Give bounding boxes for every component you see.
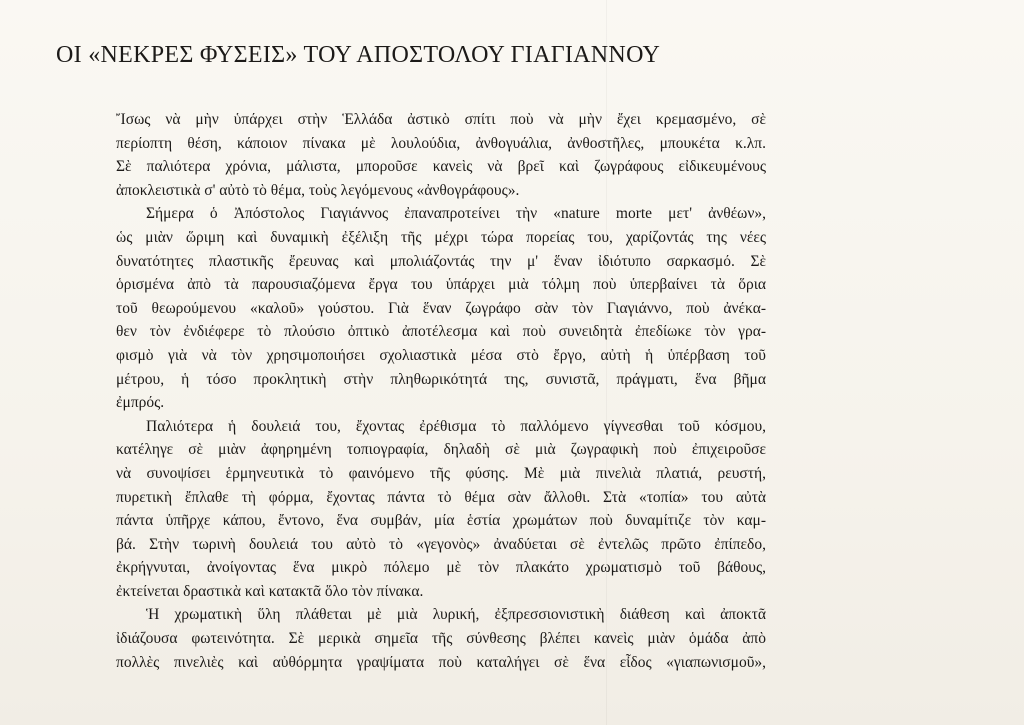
- text-line: Σὲ παλιότερα χρόνια, μάλιστα, μποροῦσε κανεὶς νὰ βρεῖ καὶ ζωγράφους εἰδικευμένους: [116, 158, 766, 176]
- text-line: Σήμερα ὁ Ἀπόστολος Γιαγιάννος ἐπαναπροτείνει τὴν «nature morte μετ' ἀνθέων»,: [146, 205, 766, 223]
- text-line: Παλιότερα ἡ δουλειά του, ἔχοντας ἐρέθισμα τὸ παλλόμενο γίγνεσθαι τοῦ κόσμου,: [146, 417, 766, 435]
- text-line: Ἴσως νὰ μὴν ὑπάρχει στὴν Ἑλλάδα ἀστικὸ σπίτι ποὺ νὰ μὴν ἔχει κρεμασμένο, σὲ: [116, 111, 766, 128]
- document-body: [116, 108, 766, 674]
- text-line: δυνατότητες πλαστικῆς ἔρευνας καὶ μπολιάζοντάς την μ' ἕναν ἰδιότυπο σαρκασμό. Σὲ: [116, 252, 766, 270]
- text-line: Ἡ χρωματικὴ ὕλη πλάθεται μὲ μιὰ λυρική, ἐξπρεσσιονιστικὴ διάθεση καὶ ἀποκτᾶ: [146, 606, 766, 624]
- document-title: ΟΙ «ΝΕΚΡΕΣ ΦΥΣΕΙΣ» ΤΟΥ ΑΠΟΣΤΟΛΟΥ ΓΙΑΓΙΑΝΝΟΥ: [56, 42, 661, 68]
- text-line: ὡς μιὰν ὥριμη καὶ δυναμικὴ ἐξέλιξη τῆς μέχρι τώρα πορείας του, χαρίζοντάς της νέες: [116, 228, 766, 246]
- text-line: πυρετικὴ ἔπλαθε τὴ φόρμα, ἔχοντας πάντα τὸ θέμα σὰν ἄλλοθι. Στὰ «τοπία» του αὐτὰ: [116, 488, 766, 506]
- text-line: πολλὲς πινελιὲς καὶ αὐθόρμητα γραψίματα ποὺ καταλήγει σὲ ἕνα εἶδος «γιαπωνισμοῦ»,: [116, 653, 766, 671]
- text-line: ὁρισμένα ἀπὸ τὰ παρουσιαζόμενα ἔργα του ὑπάρχει μιὰ τόλμη ποὺ ὑπερβαίνει τὰ ὅρια: [116, 276, 766, 294]
- text-line: ἐκρήγνυται, ἀνοίγοντας ἕνα μικρὸ πόλεμο μὲ τὸν πλακάτο χρωματισμὸ τοῦ βάθους,: [116, 559, 766, 577]
- paragraph: [116, 415, 766, 604]
- paragraph: [116, 108, 766, 202]
- text-line: τοῦ θεωρούμενου «καλοῦ» γούστου. Γιὰ ἕναν ζωγράφο σὰν τὸν Γιαγιάννο, ποὺ ἀνέκα-: [116, 299, 766, 317]
- paragraph: [116, 603, 766, 674]
- text-line: πάντα ὑπῆρχε κάπου, ἔντονο, ἕνα συμβάν, μία ἑστία χρωμάτων ποὺ δυναμίτιζε τὸν καμ-: [116, 512, 766, 530]
- text-line: νὰ συνοψίσει ἑρμηνευτικὰ τὸ φαινόμενο τῆς φύσης. Μὲ μιὰ πινελιὰ πλατιά, ρευστή,: [116, 464, 766, 482]
- text-line: μέτρου, ἡ τόσο προκλητικὴ στὴν πληθωρικότητά της, συνιστᾶ, πράγματι, ἕνα βῆμα: [116, 370, 766, 388]
- text-line: ἀποκλειστικὰ σ' αὐτὸ τὸ θέμα, τοὺς λεγόμενους «ἀνθογράφους».: [116, 181, 520, 199]
- text-line: φισμὸ γιὰ νὰ τὸν χρησιμοποιήσει σχολιαστικὰ μέσα στὸ ἔργο, αὐτὴ ἡ ὑπέρβαση τοῦ: [116, 346, 766, 364]
- text-line: θεν τὸν ἐνδιέφερε τὸ πλούσιο ὀπτικὸ ἀποτέλεσμα καὶ ποὺ συνειδητὰ ἐπεδίωκε τὸν γρα-: [116, 323, 766, 341]
- text-line: ἰδιάζουσα φωτεινότητα. Σὲ μερικὰ σημεῖα τῆς σύνθεσης βλέπει κανεὶς μιὰν ὁμάδα ἀπὸ: [116, 630, 766, 648]
- text-line: βά. Στὴν τωρινὴ δουλειά του αὐτὸ τὸ «γεγονὸς» ἀναδύεται σὲ ἐντελῶς πρῶτο ἐπίπεδο,: [116, 535, 766, 553]
- text-line: κατέληγε σὲ μιὰν ἀφηρημένη τοπιογραφία, δηλαδὴ σὲ μιὰ ζωγραφικὴ ποὺ ἐπιχειροῦσε: [116, 441, 766, 459]
- text-line: ἐμπρός.: [116, 394, 165, 412]
- paragraph: [116, 202, 766, 414]
- text-line: περίοπτη θέση, κάποιον πίνακα μὲ λουλούδια, ἀνθογυάλια, ἀνθοστῆλες, μπουκέτα κ.λπ.: [116, 134, 766, 152]
- text-line: ἐκτείνεται δραστικὰ καὶ κατακτᾶ ὅλο τὸν πίνακα.: [116, 582, 424, 600]
